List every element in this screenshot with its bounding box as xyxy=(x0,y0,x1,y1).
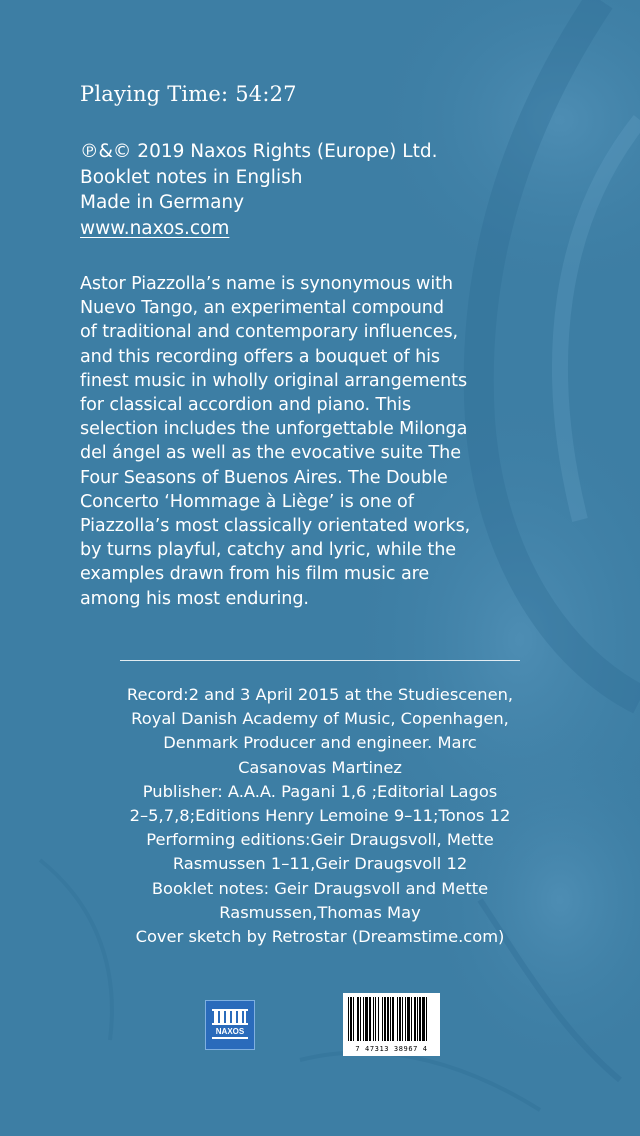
barcode-bar xyxy=(348,997,349,1041)
divider xyxy=(120,660,520,661)
description-line: among his most enduring. xyxy=(80,588,309,609)
description-line: Piazzolla’s most classically orientated works, xyxy=(80,516,471,537)
description-line: finest music in wholly original arrangements xyxy=(80,370,468,391)
description-line: selection includes the unforgettable Milonga xyxy=(80,419,468,440)
barcode-bar xyxy=(407,997,410,1041)
description-line: and this recording offers a bouquet of his xyxy=(80,346,441,367)
barcode-bar xyxy=(397,997,398,1041)
barcode-bar xyxy=(369,997,371,1041)
description xyxy=(80,272,568,611)
credits-line: 2–5,7,8;Editions Henry Lemoine 9–11;Tonos 12 xyxy=(129,806,511,826)
description-line: Concerto ‘Hommage à Liège’ is one of xyxy=(80,491,414,512)
credits-line: Cover sketch by Retrostar (Dreamstime.com) xyxy=(135,927,505,947)
credits-line: Record:2 and 3 April 2015 at the Studiescenen, xyxy=(126,685,514,704)
credits-line: Royal Danish Academy of Music, Copenhagen, xyxy=(131,709,509,729)
barcode-bar xyxy=(375,997,376,1041)
barcode-bar xyxy=(419,997,421,1041)
barcode-bar xyxy=(411,997,412,1041)
description-line: Nuevo Tango, an experimental compound xyxy=(80,298,444,319)
made-in-line: Made in Germany xyxy=(80,192,245,213)
barcode-bar xyxy=(357,997,359,1041)
barcode-bar xyxy=(422,997,425,1041)
credits-line: Performing editions:Geir Draugsvoll, Mette xyxy=(146,830,494,850)
barcode-bar xyxy=(426,997,427,1041)
credits-line: Casanovas Martinez xyxy=(238,757,402,777)
barcode-bar xyxy=(360,997,361,1041)
copyright-line: ℗&© 2019 Naxos Rights (Europe) Ltd. xyxy=(80,141,438,162)
description-line: Four Seasons of Buenos Aires. The Double xyxy=(80,467,448,488)
credits-line: Rasmussen 1–11,Geir Draugsvoll 12 xyxy=(172,854,468,874)
barcode-bar xyxy=(414,997,416,1041)
description-line: del ángel as well as the evocative suite The xyxy=(80,443,461,464)
barcode-bar xyxy=(402,997,403,1041)
barcode-bar xyxy=(392,997,394,1041)
barcode-bar xyxy=(365,997,368,1041)
credits-line: Rasmussen,Thomas May xyxy=(219,902,421,922)
barcode-bar xyxy=(373,997,374,1041)
barcode-bar xyxy=(363,997,364,1041)
playing-time: Playing Time: 54:27 xyxy=(80,82,297,106)
credits-line: Publisher: A.A.A. Pagani 1,6 ;Editorial Lagos xyxy=(142,781,498,801)
barcode-bar xyxy=(384,997,386,1041)
credits-line: Booklet notes: Geir Draugsvoll and Mette xyxy=(151,878,489,898)
description-line: for classical accordion and piano. This xyxy=(80,395,412,416)
barcode-bars xyxy=(343,993,440,1045)
description-line: examples drawn from his film music are xyxy=(80,564,430,585)
barcode xyxy=(343,993,440,1056)
credits-line: Denmark Producer and engineer. Marc xyxy=(163,733,477,753)
barcode-bar xyxy=(405,997,406,1041)
description-line: Astor Piazzolla’s name is synonymous with xyxy=(80,274,453,294)
credits xyxy=(60,683,580,949)
barcode-bar xyxy=(387,997,389,1041)
barcode-bar xyxy=(378,997,379,1041)
barcode-bar xyxy=(353,997,354,1041)
barcode-digits: 7 47313 38967 4 xyxy=(355,1045,428,1053)
naxos-logo-icon xyxy=(205,1000,255,1050)
barcode-bar xyxy=(390,997,391,1041)
description-line: by turns playful, catchy and lyric, while the xyxy=(80,540,456,561)
naxos-logo-text: NAXOS xyxy=(215,1027,245,1036)
barcode-bar xyxy=(417,997,418,1041)
booklet-line: Booklet notes in English xyxy=(80,166,303,188)
barcode-bar xyxy=(399,997,401,1041)
description-line: of traditional and contemporary influences, xyxy=(80,322,459,343)
release-info xyxy=(80,139,437,241)
barcode-bar xyxy=(350,997,352,1041)
website-link[interactable]: www.naxos.com xyxy=(80,217,230,239)
barcode-bar xyxy=(382,997,383,1041)
